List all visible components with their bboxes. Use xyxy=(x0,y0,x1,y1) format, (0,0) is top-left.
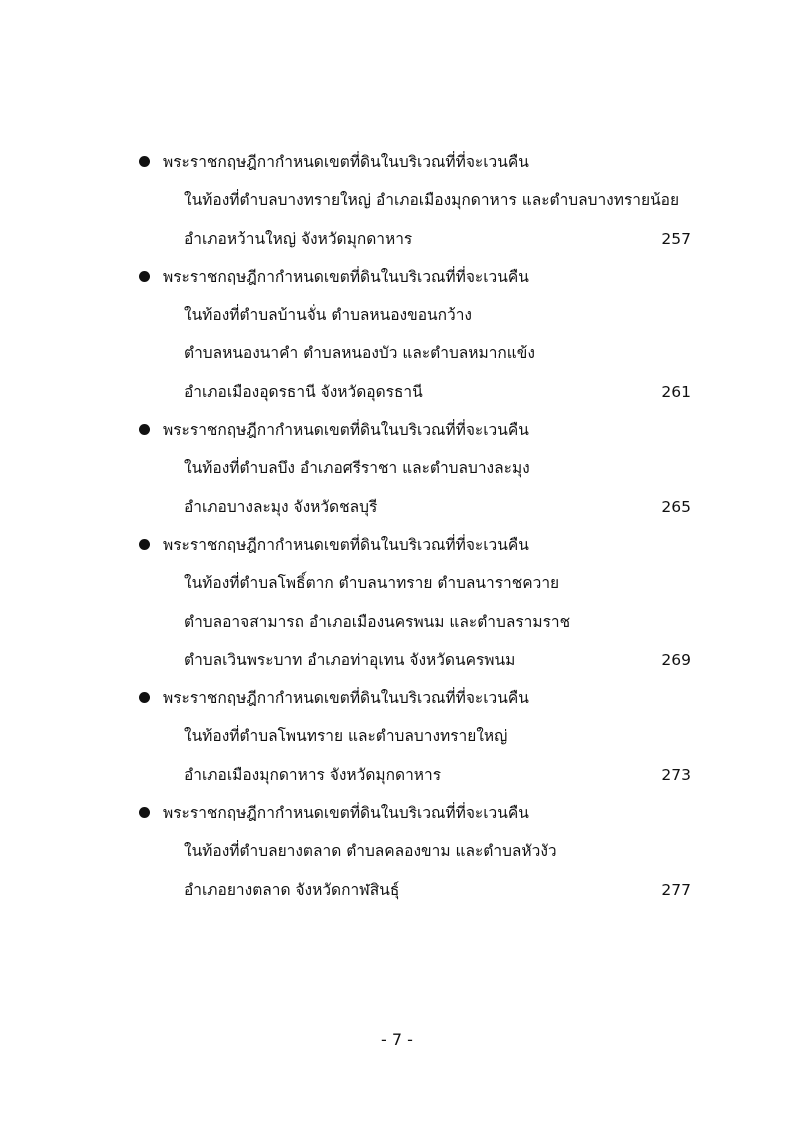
toc-entry-detail-line xyxy=(0,603,794,641)
toc-page-number: 265 xyxy=(661,497,691,516)
toc-entry-title-line xyxy=(0,794,794,832)
toc-entry-detail-line xyxy=(0,449,794,487)
toc-entry-detail: ในท้องที่ตำบลยางตลาด ตำบลคลองขาม และตำบลหัวงัว xyxy=(184,842,557,861)
toc-entry xyxy=(0,258,794,411)
toc-entry-title-line xyxy=(0,143,794,181)
toc-entry-detail: ตำบลหนองนาคำ ตำบลหนองบัว และตำบลหมากแข้ง xyxy=(184,344,535,363)
bullet-icon xyxy=(139,807,150,818)
toc-entry-title: พระราชกฤษฎีกากำหนดเขตที่ดินในบริเวณที่ที่จะเวนคืน xyxy=(163,421,529,440)
toc-page-number: 257 xyxy=(661,229,691,248)
toc-entry-detail-line xyxy=(0,564,794,602)
toc-entry-title-line xyxy=(0,679,794,717)
toc-page-number: 277 xyxy=(661,880,691,899)
toc-entry-detail: อำเภอยางตลาด จังหวัดกาฬสินธุ์ xyxy=(184,880,400,899)
toc-entry xyxy=(0,526,794,679)
toc-page-number: 273 xyxy=(661,765,691,784)
bullet-icon xyxy=(139,539,150,550)
toc-entry-detail: อำเภอเมืองมุกดาหาร จังหวัดมุกดาหาร xyxy=(184,765,442,784)
toc-entry xyxy=(0,679,794,794)
toc-entry-detail-line xyxy=(0,832,794,870)
toc-entry-detail: ในท้องที่ตำบลบางทรายใหญ่ อำเภอเมืองมุกดาหาร และตำบลบางทรายน้อย xyxy=(184,191,680,210)
toc-entry-detail: ตำบลอาจสามารถ อำเภอเมืองนครพนม และตำบลรามราช xyxy=(184,612,571,631)
toc-entry-detail-line xyxy=(0,756,794,794)
toc-entry-detail-line xyxy=(0,373,794,411)
toc-entry-detail: ในท้องที่ตำบลบ้านจั่น ตำบลหนองขอนกว้าง xyxy=(184,306,472,325)
bullet-icon xyxy=(139,156,150,167)
toc-entry-detail-line xyxy=(0,296,794,334)
toc-entry-detail: อำเภอหว้านใหญ่ จังหวัดมุกดาหาร xyxy=(184,229,413,248)
toc-entry-detail: อำเภอเมืองอุดรธานี จังหวัดอุดรธานี xyxy=(184,382,423,401)
bullet-icon xyxy=(139,692,150,703)
toc-entry-detail: ในท้องที่ตำบลโพนทราย และตำบลบางทรายใหญ่ xyxy=(184,727,508,746)
bullet-icon xyxy=(139,424,150,435)
toc-entry-detail: อำเภอบางละมุง จังหวัดชลบุรี xyxy=(184,497,378,516)
toc-entry-detail-line xyxy=(0,181,794,219)
toc-entry-detail: ในท้องที่ตำบลบึง อำเภอศรีราชา และตำบลบางละมุง xyxy=(184,459,530,478)
toc-entry xyxy=(0,143,794,258)
toc-entry-detail-line xyxy=(0,488,794,526)
toc-entry-detail: ตำบลเวินพระบาท อำเภอท่าอุเทน จังหวัดนครพนม xyxy=(184,650,516,669)
toc-entry-detail: ในท้องที่ตำบลโพธิ์ตาก ตำบลนาทราย ตำบลนาราชควาย xyxy=(184,574,560,593)
toc-entry xyxy=(0,794,794,909)
toc-entry-title-line xyxy=(0,258,794,296)
toc-entry-title: พระราชกฤษฎีกากำหนดเขตที่ดินในบริเวณที่ที่จะเวนคืน xyxy=(163,535,529,554)
table-of-contents xyxy=(0,143,794,909)
toc-entry-title-line xyxy=(0,526,794,564)
toc-entry-detail-line xyxy=(0,871,794,909)
toc-page-number: 269 xyxy=(661,650,691,669)
toc-entry-title: พระราชกฤษฎีกากำหนดเขตที่ดินในบริเวณที่ที่จะเวนคืน xyxy=(163,267,529,286)
toc-page-number: 261 xyxy=(661,382,691,401)
toc-entry-detail-line xyxy=(0,334,794,372)
toc-entry-title: พระราชกฤษฎีกากำหนดเขตที่ดินในบริเวณที่ที่จะเวนคืน xyxy=(163,804,529,823)
toc-entry-detail-line xyxy=(0,220,794,258)
toc-entry-title: พระราชกฤษฎีกากำหนดเขตที่ดินในบริเวณที่ที่จะเวนคืน xyxy=(163,689,529,708)
page-footer xyxy=(0,1030,794,1049)
toc-entry xyxy=(0,411,794,526)
toc-entry-detail-line xyxy=(0,641,794,679)
footer-page-number: - 7 - xyxy=(381,1030,413,1049)
toc-entry-title-line xyxy=(0,411,794,449)
bullet-icon xyxy=(139,271,150,282)
toc-entry-title: พระราชกฤษฎีกากำหนดเขตที่ดินในบริเวณที่ที่จะเวนคืน xyxy=(163,153,529,171)
toc-entry-detail-line xyxy=(0,717,794,755)
